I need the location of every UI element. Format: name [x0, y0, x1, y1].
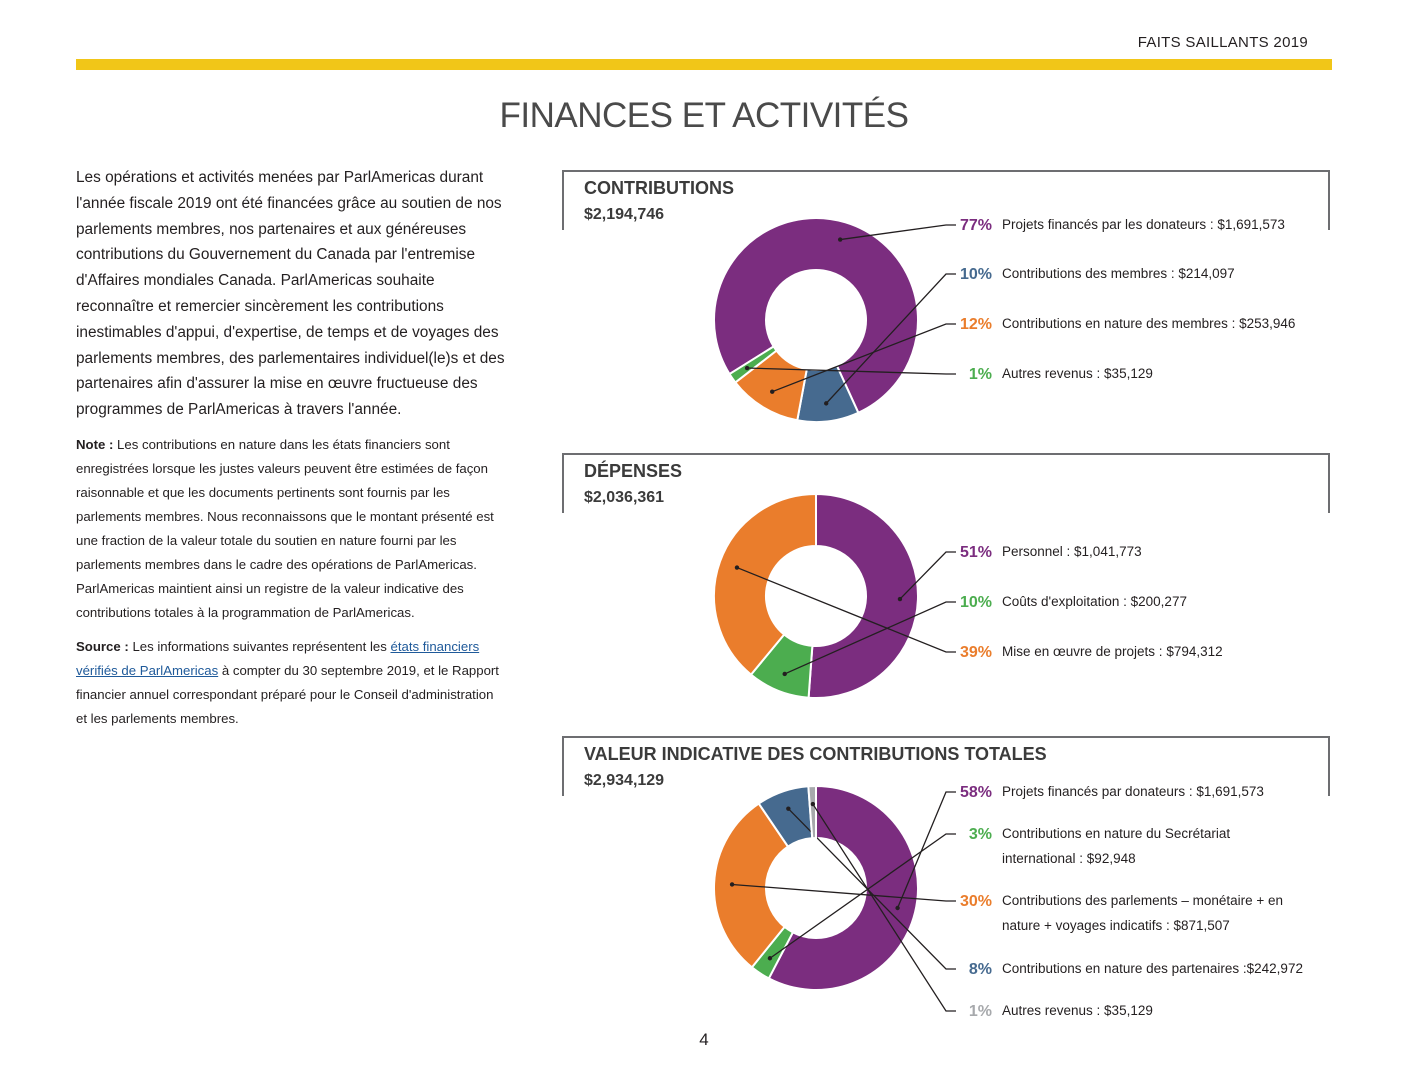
- contributions-total: $2,194,746: [584, 206, 665, 223]
- note-text: Les contributions en nature dans les états financiers sont enregistrées lorsque les justes valeurs peuvent être estimées de façon raisonnable et que les documents pertinents sont fournis par les parlements membres. Nous reconnaissons que le montant présenté est une fraction de la valeur totale du soutien en nature fourni par les parlements membres dans le cadre des opérations de ParlAmericas. ParlAmericas maintient ainsi un registre de la valeur indicative des contributions totales à la programmation de ParlAmericas.: [76, 436, 494, 620]
- indicative-slice-label2-1: international : $92,948: [1002, 851, 1136, 866]
- page-number: 4: [699, 1030, 709, 1049]
- note-label: Note :: [76, 436, 114, 452]
- contributions-slice-label-3: Autres revenus : $35,129: [1002, 366, 1153, 381]
- indicative-pct-label-3: 8%: [968, 961, 992, 978]
- contributions-slice-label-0: Projets financés par les donateurs : $1,691,573: [1002, 217, 1285, 232]
- indicative-slice-label-3: Contributions en nature des partenaires :$242,972: [1002, 961, 1303, 976]
- indicative-slice-label-2: Contributions des parlements – monétaire + en: [1002, 893, 1284, 908]
- indicative-slice-label-4: Autres revenus : $35,129: [1002, 1003, 1153, 1018]
- indicative-total: $2,934,129: [584, 772, 665, 789]
- expenses-title: DÉPENSES: [584, 461, 683, 481]
- contributions-slice-label-1: Contributions des membres : $214,097: [1002, 266, 1235, 281]
- contributions-slice-label-2: Contributions en nature des membres : $253,946: [1002, 316, 1296, 331]
- source-text-before: Les informations suivantes représentent les: [132, 638, 387, 654]
- indicative-pct-label-1: 3%: [968, 826, 992, 843]
- expenses-slice-0: [809, 494, 918, 698]
- indicative-pct-label-4: 1%: [968, 1003, 992, 1020]
- expenses-pct-label-1: 10%: [959, 594, 992, 611]
- financial-statements-link[interactable]: états financiers vérifiés de ParlAmericas: [76, 638, 480, 678]
- indicative-pct-label-2: 30%: [959, 893, 992, 910]
- contributions-pct-label-1: 10%: [959, 266, 992, 283]
- expenses-pct-label-0: 51%: [959, 544, 992, 561]
- source-text-after: à compter du 30 septembre 2019, et le Rapport financier annuel correspondant préparé pour le Conseil d'administration et les parlements membres.: [76, 662, 499, 726]
- page-title: FINANCES ET ACTIVITÉS: [499, 96, 909, 135]
- contributions-pct-label-0: 77%: [959, 217, 992, 234]
- expenses-slice-label-1: Coûts d'exploitation : $200,277: [1002, 594, 1187, 609]
- expenses-slice-label-0: Personnel : $1,041,773: [1002, 544, 1142, 559]
- source-label: Source :: [76, 638, 129, 654]
- contributions-title: CONTRIBUTIONS: [584, 178, 734, 198]
- expenses-slice-label-2: Mise en œuvre de projets : $794,312: [1002, 644, 1223, 659]
- indicative-slice-label-0: Projets financés par donateurs : $1,691,573: [1002, 784, 1264, 799]
- indicative-slice-label-1: Contributions en nature du Secrétariat: [1002, 826, 1231, 841]
- contributions-pct-label-2: 12%: [959, 316, 992, 333]
- header-label: FAITS SAILLANTS 2019: [1137, 34, 1308, 51]
- contributions-pct-label-3: 1%: [968, 366, 992, 383]
- expenses-total: $2,036,361: [584, 489, 665, 506]
- indicative-title: VALEUR INDICATIVE DES CONTRIBUTIONS TOTALES: [584, 744, 1047, 764]
- indicative-slice-label2-2: nature + voyages indicatifs : $871,507: [1002, 918, 1230, 933]
- intro-paragraph: Les opérations et activités menées par ParlAmericas durant l'année fiscale 2019 ont été financées grâce au soutien de nos parlements membres, nos partenaires et aux généreuses contributions du Gouvernement du Canada par l'entremise d'Affaires mondiales Canada. ParlAmericas souhaite reconnaître et remercier sincèrement les contributions inestimables d'appui, d'expertise, de temps et de voyages des parlements membres, des parlementaires individuel(le)s et des partenaires afin d'assurer la mise en œuvre fructueuse des programmes de ParlAmericas à travers l'année.: [76, 169, 505, 419]
- expenses-pct-label-2: 39%: [959, 644, 992, 661]
- indicative-pct-label-0: 58%: [959, 784, 992, 801]
